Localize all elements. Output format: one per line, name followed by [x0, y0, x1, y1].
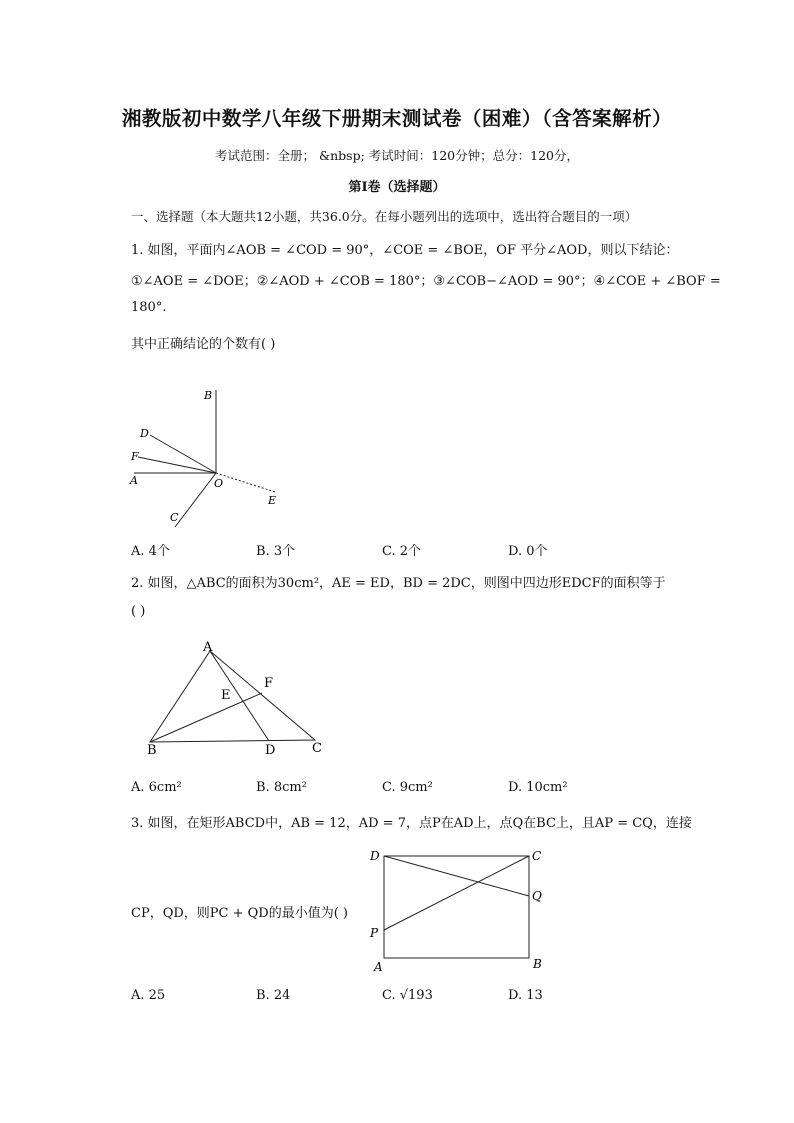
q3-figure: [362, 843, 562, 978]
label-a: A: [130, 474, 138, 487]
q3-option-d[interactable]: D. 13: [508, 988, 543, 1003]
label-f: F: [131, 450, 139, 463]
label-a: A: [203, 640, 213, 655]
label-c: C: [312, 741, 322, 756]
volume-heading: 第Ⅰ卷（选择题）: [348, 180, 446, 195]
q1-line2: ①∠AOE = ∠DOE；②∠AOD + ∠COB = 180°；③∠COB−∠AOD = 90°；④∠COE + ∠BOF =: [131, 274, 721, 289]
segment-dq: [384, 856, 529, 896]
label-b: B: [204, 389, 213, 402]
label-o: O: [214, 477, 224, 490]
segment-bf: [150, 693, 262, 742]
q3-line1: 3. 如图，在矩形ABCD中，AB = 12，AD = 7，点P在AD上，点Q在BC上，且AP = CQ，连接: [131, 816, 692, 831]
label-e: E: [221, 688, 231, 703]
q1-line4: 其中正确结论的个数有( ): [131, 337, 276, 352]
q2-line2: ( ): [131, 604, 146, 619]
page-title: 湘教版初中数学八年级下册期末测试卷（困难）（含答案解析）: [121, 107, 673, 130]
label-q: Q: [532, 889, 542, 903]
ray-oe: [216, 473, 275, 492]
q3-option-a[interactable]: A. 25: [131, 988, 166, 1003]
q3-line2: CP，QD，则PC + QD的最小值为( ): [131, 906, 348, 921]
section-heading: 一、选择题（本大题共12小题，共36.0分。在每小题列出的选项中，选出符合题目的一项）: [131, 209, 638, 224]
label-p: P: [370, 926, 379, 940]
q3-option-b[interactable]: B. 24: [256, 988, 291, 1003]
q1-option-d[interactable]: D. 0个: [508, 544, 548, 559]
label-d: D: [265, 743, 276, 758]
label-c: C: [170, 511, 179, 524]
q2-figure: [140, 636, 340, 761]
q3-option-c[interactable]: C. √193: [382, 988, 433, 1003]
label-f: F: [264, 676, 274, 691]
segment-pc: [384, 856, 529, 930]
label-e: E: [268, 494, 277, 507]
q2-option-b[interactable]: B. 8cm²: [256, 780, 307, 795]
q1-line1: 1. 如图，平面内∠AOB = ∠COD = 90°，∠COE = ∠BOE，OF 平分∠AOD，则以下结论：: [131, 243, 679, 258]
q2-option-d[interactable]: D. 10cm²: [508, 780, 568, 795]
q2-option-c[interactable]: C. 9cm²: [382, 780, 433, 795]
rectangle-abcd: [384, 856, 529, 958]
label-a: A: [374, 960, 383, 974]
ray-of: [138, 457, 216, 473]
q1-option-b[interactable]: B. 3个: [256, 544, 296, 559]
label-b: B: [147, 743, 157, 758]
q2-line1: 2. 如图，△ABC的面积为30cm²，AE = ED，BD = 2DC，则图中四边形EDCF的面积等于: [131, 576, 666, 591]
ray-od: [150, 435, 216, 473]
q2-option-a[interactable]: A. 6cm²: [131, 780, 182, 795]
ray-oc: [175, 473, 216, 527]
q1-option-a[interactable]: A. 4个: [131, 544, 170, 559]
q1-line3: 180°.: [131, 300, 167, 315]
segment-ad: [210, 651, 269, 741]
exam-info: 考试范围：全册； &nbsp; 考试时间：120分钟；总分：120分，: [215, 148, 579, 163]
q1-figure: [120, 385, 290, 535]
label-b: B: [533, 957, 542, 971]
label-d: D: [140, 427, 149, 440]
label-d: D: [370, 849, 380, 863]
q1-option-c[interactable]: C. 2个: [382, 544, 422, 559]
triangle-abc: [150, 651, 315, 742]
label-c: C: [532, 849, 542, 863]
